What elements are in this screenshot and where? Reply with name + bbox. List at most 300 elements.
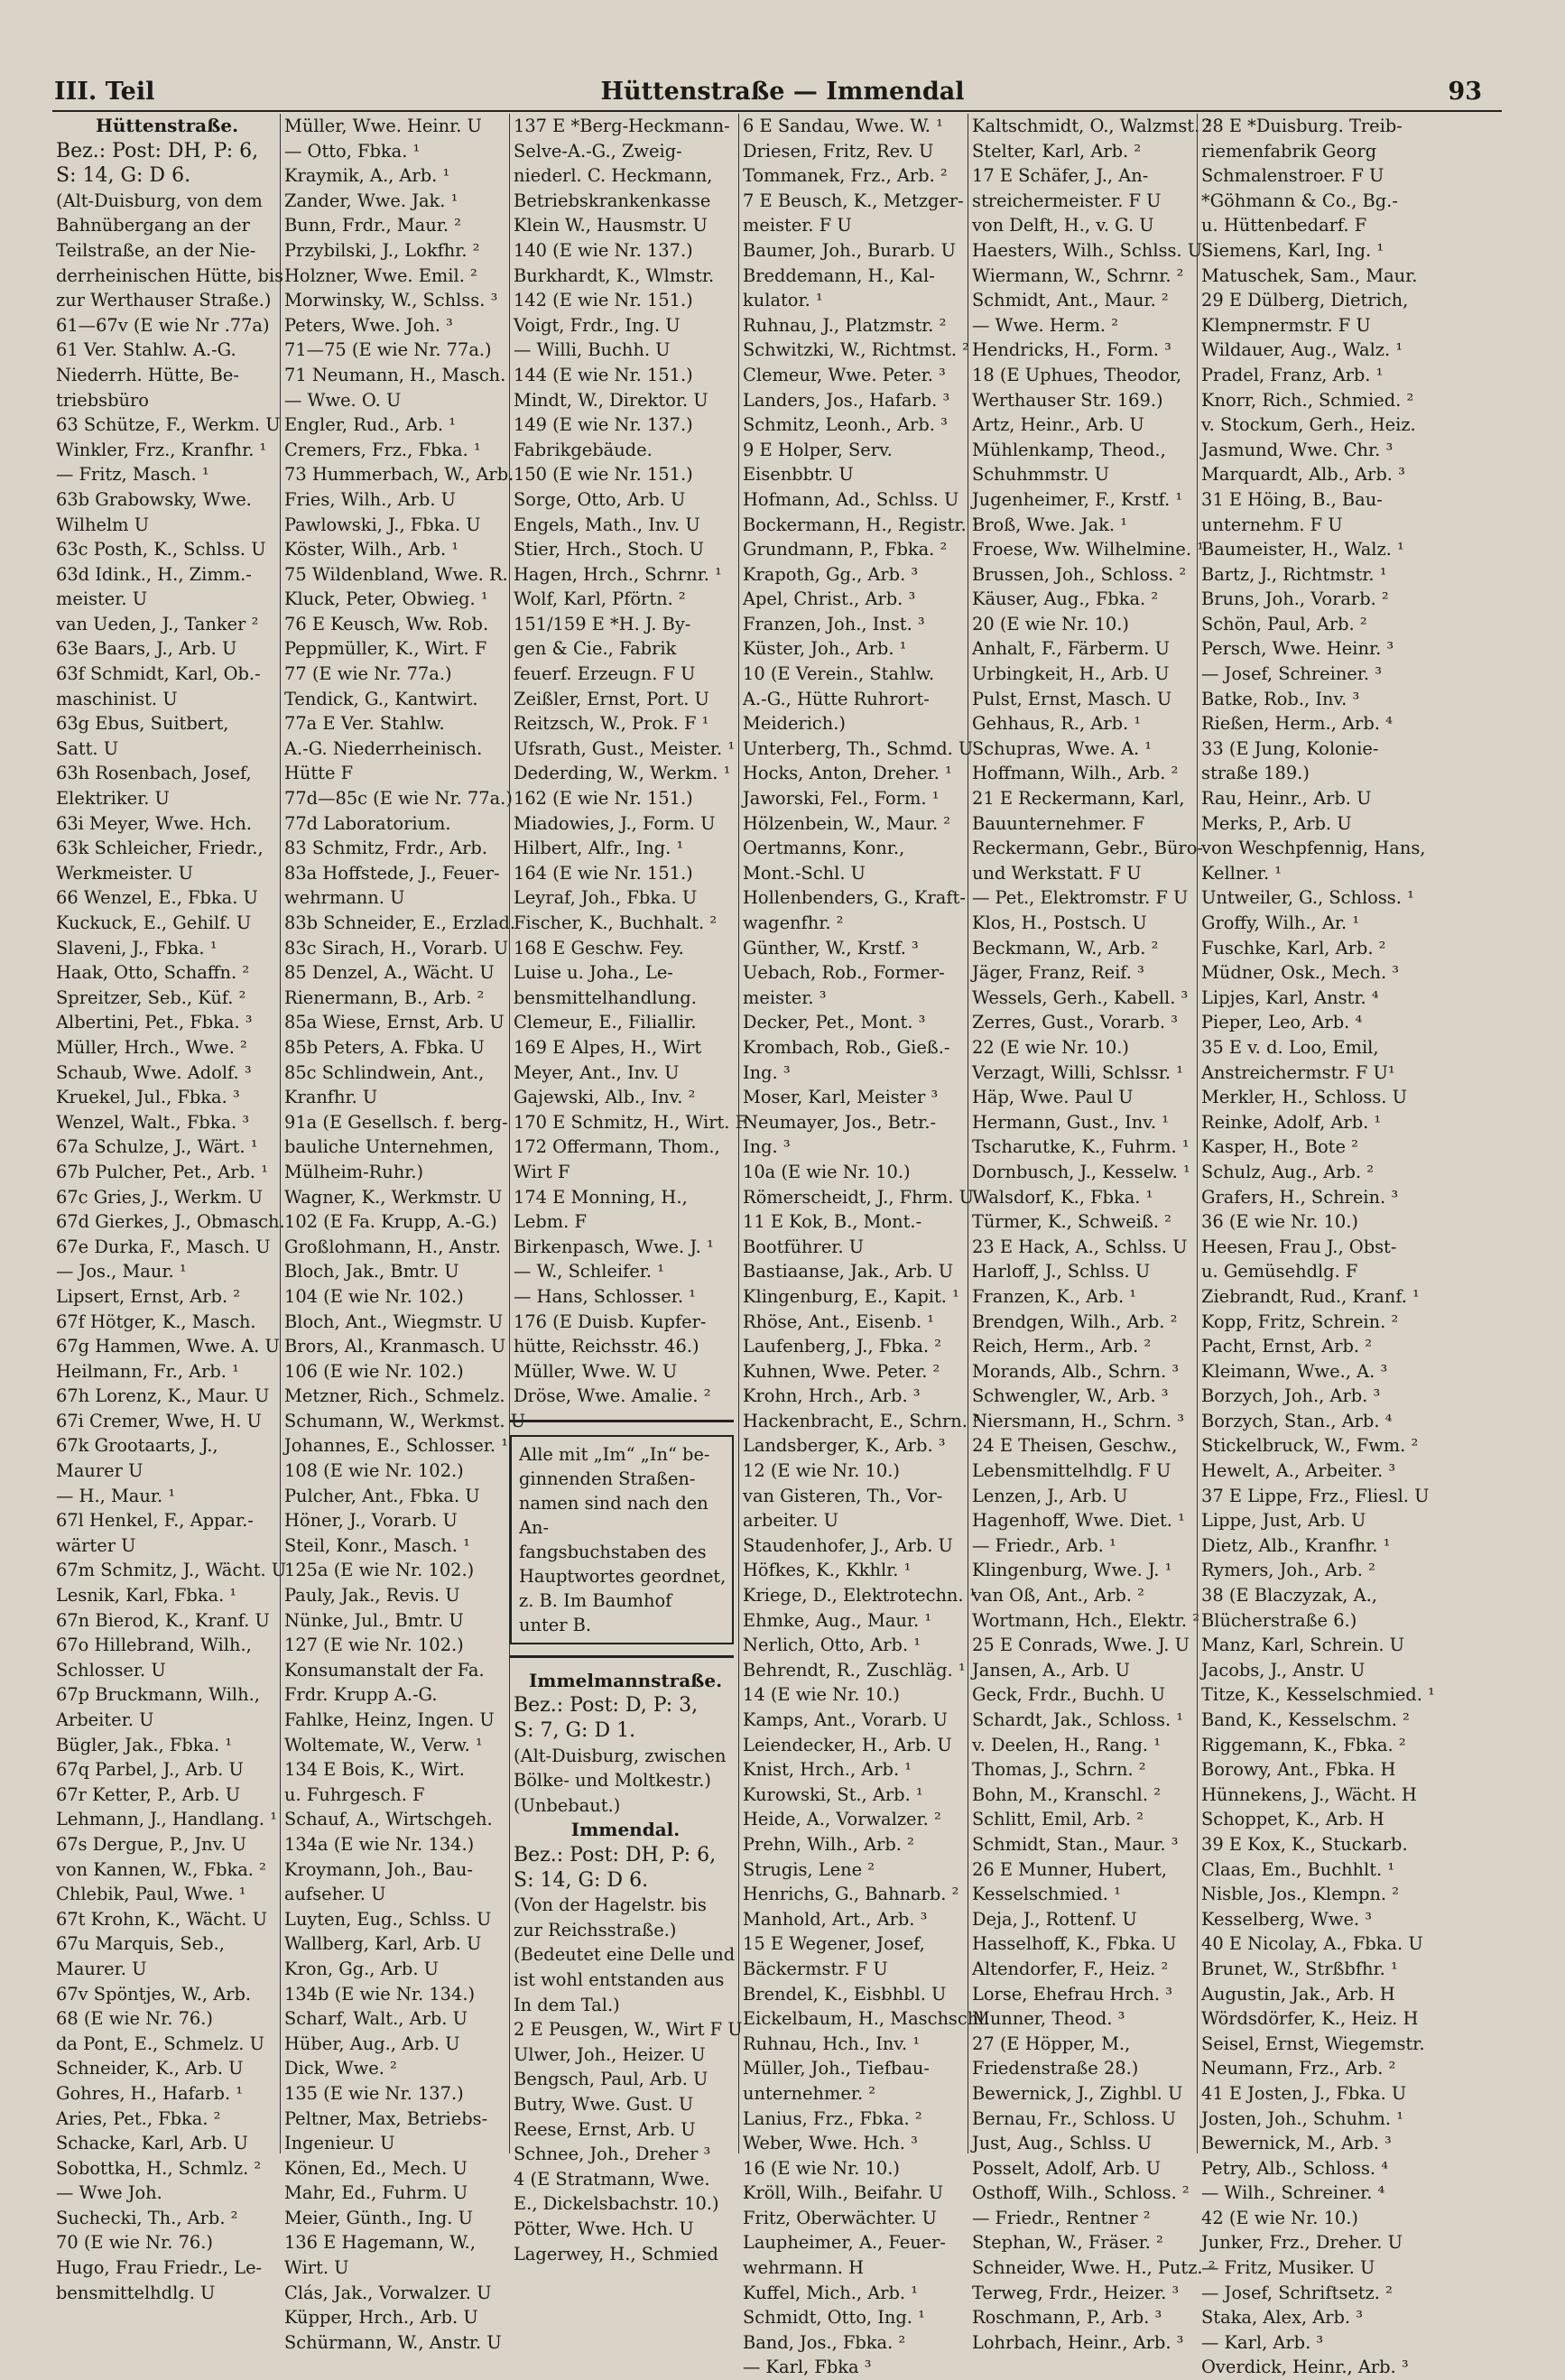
directory-entry: Gehhaus, R., Arb. ¹ <box>972 713 1142 735</box>
directory-entry: Riggemann, K., Fbka. ² <box>1201 1734 1406 1755</box>
directory-entry: Merkler, H., Schloss. U <box>1201 1087 1407 1108</box>
directory-entry: Roschmann, P., Arb. ³ <box>972 2307 1162 2329</box>
directory-entry: Artz, Heinr., Arb. U <box>972 414 1144 436</box>
directory-entry: Matuschek, Sam., Maur. <box>1201 264 1418 286</box>
directory-entry: Reitzsch, W., Prok. F ¹ <box>514 713 709 735</box>
directory-entry: 27 (E Höpper, M., <box>972 2033 1131 2054</box>
directory-entry: 125a (E wie Nr. 102.) <box>284 1560 475 1581</box>
directory-entry: Hofmann, Ad., Schlss. U <box>743 488 959 510</box>
directory-entry: 7 E Beusch, K., Metzger- <box>743 190 964 211</box>
directory-entry: meister. F U <box>743 215 852 236</box>
directory-entry: Bruns, Joh., Vorarb. ² <box>1201 588 1389 610</box>
directory-entry: 67a Schulze, J., Wärt. ¹ <box>56 1136 258 1158</box>
directory-entry: Heilmann, Fr., Arb. ¹ <box>56 1360 239 1382</box>
directory-entry: Landers, Jos., Hafarb. ³ <box>743 389 950 411</box>
directory-entry: Bauunternehmer. F <box>972 812 1145 834</box>
directory-entry: Hoffmann, Wilh., Arb. ² <box>972 763 1179 784</box>
directory-entry: 134b (E wie Nr. 134.) <box>284 1983 476 2005</box>
directory-entry: Kamps, Ant., Vorarb. U <box>743 1709 948 1730</box>
directory-entry: 67l Henkel, F., Appar.- <box>56 1510 254 1532</box>
directory-entry: Ziebrandt, Rud., Kranf. ¹ <box>1201 1285 1420 1307</box>
directory-entry: Nünke, Jul., Bmtr. U <box>284 1609 464 1631</box>
directory-entry: 10a (E wie Nr. 10.) <box>743 1161 911 1182</box>
directory-entry: Lehmann, J., Handlang. ¹ <box>56 1809 277 1830</box>
directory-entry: Weber, Wwe. Hch. ³ <box>743 2133 918 2154</box>
directory-entry: Stelter, Karl, Arb. ² <box>972 140 1142 162</box>
directory-entry: Neumayer, Jos., Betr.- <box>743 1111 937 1133</box>
directory-entry: 2 E Peusgen, W., Wirt F U <box>514 2019 743 2041</box>
column-6 <box>1197 114 1435 2378</box>
directory-entry: Lippe, Just, Arb. U <box>1201 1510 1366 1532</box>
directory-entry: Bohn, M., Kranschl. ² <box>972 1783 1161 1805</box>
directory-entry: Höfkes, K., Kkhlr. ¹ <box>743 1560 912 1581</box>
directory-entry: Pradel, Franz, Arb. ¹ <box>1201 364 1384 385</box>
directory-entry: 20 (E wie Nr. 10.) <box>972 613 1129 634</box>
directory-entry: E., Dickelsbachstr. 10.) <box>514 2193 719 2215</box>
column-1 <box>52 114 287 2303</box>
directory-entry: 85b Peters, A. Fbka. U <box>284 1036 485 1058</box>
directory-entry: Schürmann, W., Anstr. U <box>284 2331 502 2353</box>
directory-entry: zur Reichsstraße.) <box>514 1919 677 1940</box>
directory-entry: 67e Durka, F., Masch. U <box>56 1236 271 1257</box>
directory-entry: Wolf, Karl, Pförtn. ² <box>514 588 686 610</box>
directory-entry: 169 E Alpes, H., Wirt <box>514 1036 702 1058</box>
directory-entry: Gajewski, Alb., Inv. ² <box>514 1087 696 1108</box>
directory-entry: Miadowies, J., Form. U <box>514 812 716 834</box>
directory-entry: von Weschpfennig, Hans, <box>1201 838 1426 859</box>
directory-entry: Aries, Pet., Fbka. ² <box>56 2107 221 2129</box>
directory-entry: Siemens, Karl, Ing. ¹ <box>1201 239 1384 261</box>
directory-entry: Krapoth, Gg., Arb. ³ <box>743 563 919 585</box>
directory-entry: 70 (E wie Nr. 76.) <box>56 2232 213 2254</box>
directory-entry: 61—67v (E wie Nr .77a) <box>56 314 270 336</box>
directory-entry: Sobottka, H., Schmlz. ² <box>56 2157 262 2179</box>
directory-entry: Arbeiter. U <box>56 1709 154 1730</box>
directory-entry: 164 (E wie Nr. 151.) <box>514 862 693 884</box>
directory-entry: Kuhnen, Wwe. Peter. ² <box>743 1360 940 1382</box>
directory-entry: 29 E Dülberg, Dietrich, <box>1201 290 1409 311</box>
directory-entry: maschinist. U <box>56 688 178 709</box>
directory-entry: wehrmann. H <box>743 2257 864 2279</box>
directory-entry: 174 E Monning, H., <box>514 1186 688 1208</box>
directory-entry: 135 (E wie Nr. 137.) <box>284 2082 464 2104</box>
directory-entry: Mindt, W., Direktor. U <box>514 389 708 411</box>
directory-entry: Betriebskrankenkasse <box>514 190 711 211</box>
directory-entry: Jugenheimer, F., Krstf. ¹ <box>972 488 1183 510</box>
directory-entry: 38 (E Blaczyzak, A., <box>1201 1585 1377 1607</box>
directory-entry: Kranfhr. U <box>284 1087 378 1108</box>
directory-entry: Schwitzki, W., Richtmst. ² <box>743 339 969 361</box>
directory-entry: 67o Hillebrand, Wilh., <box>56 1635 252 1656</box>
directory-entry: Dick, Wwe. ² <box>284 2058 397 2079</box>
directory-entry: — Wwe. Herm. ² <box>972 314 1119 336</box>
directory-entry: Lesnik, Karl, Fbka. ¹ <box>56 1585 237 1607</box>
directory-entry: Krohn, Hrch., Arb. ³ <box>743 1385 921 1407</box>
column-3 <box>509 114 748 2264</box>
directory-entry: 67p Bruckmann, Wilh., <box>56 1684 260 1706</box>
directory-entry: Clás, Jak., Vorwalzer. U <box>284 2282 492 2303</box>
directory-entry: Claas, Em., Buchhlt. ¹ <box>1201 1858 1395 1880</box>
directory-entry: Schlosser. U <box>56 1659 166 1681</box>
directory-entry: 106 (E wie Nr. 102.) <box>284 1360 464 1382</box>
directory-entry: Wenzel, Walt., Fbka. ³ <box>56 1111 250 1133</box>
directory-entry: wehrmann. U <box>284 887 405 909</box>
directory-entry: Behrendt, R., Zuschläg. ¹ <box>743 1659 966 1681</box>
directory-entry: Kuckuck, E., Gehilf. U <box>56 912 252 933</box>
directory-entry: 140 (E wie Nr. 137.) <box>514 239 693 261</box>
directory-entry: 150 (E wie Nr. 151.) <box>514 464 693 486</box>
directory-entry: Morands, Alb., Schrn. ³ <box>972 1360 1180 1382</box>
directory-entry: 63c Posth, K., Schlss. U <box>56 539 266 560</box>
directory-entry: Laufenberg, J., Fbka. ² <box>743 1336 941 1357</box>
directory-entry: Voigt, Frdr., Ing. U <box>514 314 681 336</box>
directory-entry: Altendorfer, F., Heiz. ² <box>972 1958 1169 1979</box>
directory-entry: 67q Parbel, J., Arb. U <box>56 1759 244 1781</box>
directory-entry: Kluck, Peter, Obwieg. ¹ <box>284 588 488 610</box>
directory-entry: Müller, Joh., Tiefbau- <box>743 2058 930 2079</box>
directory-entry: Band, K., Kesselschm. ² <box>1201 1709 1410 1730</box>
directory-entry: 170 E Schmitz, H., Wirt. F <box>514 1111 748 1133</box>
directory-entry: — Pet., Elektromstr. F U <box>972 887 1189 909</box>
directory-entry: 67u Marquis, Seb., <box>56 1933 225 1955</box>
directory-entry: 6 E Sandau, Wwe. W. ¹ <box>743 116 943 136</box>
directory-entry: Bunn, Frdr., Maur. ² <box>284 215 461 236</box>
directory-entry: Schumann, W., Werkmst. U <box>284 1410 526 1431</box>
note-line: fangsbuchstaben des <box>519 1541 707 1562</box>
directory-entry: Winkler, Frz., Kranfhr. ¹ <box>56 439 267 460</box>
directory-entry: meister. U <box>56 588 148 610</box>
directory-entry: Marquardt, Alb., Arb. ³ <box>1201 464 1405 486</box>
directory-entry: Bloch, Ant., Wiegmstr. U <box>284 1310 504 1332</box>
directory-entry: — Fritz, Musiker. U <box>1201 2257 1375 2279</box>
directory-entry: 17 E Schäfer, J., An- <box>972 165 1149 187</box>
directory-entry: Lagerwey, H., Schmied <box>514 2243 718 2264</box>
directory-entry: Knorr, Rich., Schmied. ² <box>1201 389 1414 411</box>
directory-entry: unternehmer. ² <box>743 2082 876 2104</box>
directory-entry: 11 E Kok, B., Mont.- <box>743 1211 922 1233</box>
directory-entry: Anhalt, F., Färberm. U <box>972 638 1170 660</box>
directory-entry: Osthoff, Wilh., Schloss. ² <box>972 2182 1190 2204</box>
directory-entry: zur Werthauser Straße.) <box>56 290 272 311</box>
directory-entry: 31 E Höing, B., Bau- <box>1201 488 1383 510</box>
directory-entry: 67f Hötger, K., Masch. <box>56 1310 256 1332</box>
directory-entry: Klempnermstr. F U <box>1201 314 1371 336</box>
directory-entry: Ingenieur. U <box>284 2133 395 2154</box>
directory-entry: Brussen, Joh., Schloss. ² <box>972 563 1187 585</box>
directory-entry: Ing. ³ <box>743 1061 791 1083</box>
directory-entry: A.-G., Hütte Ruhrort- <box>743 688 930 709</box>
directory-entry: Wessels, Gerh., Kabell. ³ <box>972 986 1189 1008</box>
column-5 <box>968 114 1216 2353</box>
directory-entry: derrheinischen Hütte, bis <box>56 264 284 286</box>
directory-entry: Konsumanstalt der Fa. <box>284 1659 485 1681</box>
directory-entry: meister. ³ <box>743 986 827 1008</box>
district-info: S: 14, G: D 6. <box>514 1868 649 1892</box>
directory-entry: 37 E Lippe, Frz., Fliesl. U <box>1201 1485 1430 1506</box>
directory-entry: Hünnekens, J., Wächt. H <box>1201 1783 1417 1805</box>
district-info: S: 7, G: D 1. <box>514 1719 636 1743</box>
directory-entry: Kleimann, Wwe., A. ³ <box>1201 1360 1388 1382</box>
directory-entry: Posselt, Adolf, Arb. U <box>972 2157 1162 2179</box>
directory-entry: Chlebik, Paul, Wwe. ¹ <box>56 1884 246 1905</box>
directory-entry: In dem Tal.) <box>514 1994 620 2015</box>
directory-entry: Decker, Pet., Mont. ³ <box>743 1012 926 1033</box>
directory-entry: 168 E Geschw. Fey. <box>514 937 684 958</box>
directory-entry: Ehmke, Aug., Maur. ¹ <box>743 1609 932 1631</box>
directory-entry: 104 (E wie Nr. 102.) <box>284 1285 464 1307</box>
directory-entry: Birkenpasch, Wwe. J. ¹ <box>514 1236 714 1257</box>
directory-entry: Walsdorf, K., Fbka. ¹ <box>972 1186 1153 1208</box>
directory-entry: Fries, Wilh., Arb. U <box>284 488 457 510</box>
directory-entry: Hocks, Anton, Dreher. ¹ <box>743 763 952 784</box>
directory-entry: Scharf, Walt., Arb. U <box>284 2008 468 2030</box>
directory-entry: 75 Wildenbland, Wwe. R. <box>284 563 508 585</box>
directory-entry: Wallberg, Karl, Arb. U <box>284 1933 482 1955</box>
directory-entry: Rhöse, Ant., Eisenb. ¹ <box>743 1310 935 1332</box>
directory-entry: Pulst, Ernst, Masch. U <box>972 688 1172 709</box>
page-number: 93 <box>1448 78 1482 106</box>
directory-entry: Overdick, Heinr., Arb. ³ <box>1201 2357 1409 2378</box>
directory-entry: — Josef, Schreiner. ³ <box>1201 663 1383 685</box>
directory-entry: Fahlke, Heinz, Ingen. U <box>284 1709 495 1730</box>
directory-entry: unternehm. F U <box>1201 514 1343 535</box>
directory-entry: 15 E Wegener, Josef, <box>743 1933 925 1955</box>
directory-entry: Heesen, Frau J., Obst- <box>1201 1236 1397 1257</box>
directory-entry: 83b Schneider, E., Erzlad. <box>284 912 516 933</box>
directory-entry: — Wilh., Schreiner. ⁴ <box>1201 2182 1385 2204</box>
directory-entry: Ing. ³ <box>743 1136 791 1158</box>
directory-entry: 35 E v. d. Loo, Emil, <box>1201 1036 1379 1058</box>
directory-entry: (Alt-Duisburg, von dem <box>56 190 263 211</box>
directory-entry: Holzner, Wwe. Emil. ² <box>284 264 477 286</box>
directory-entry: Schauf, A., Wirtschgeh. <box>284 1809 493 1830</box>
directory-entry: Müller, Hrch., Wwe. ² <box>56 1036 247 1058</box>
directory-entry: Bootführer. U <box>743 1236 865 1257</box>
directory-entry: Manz, Karl, Schrein. U <box>1201 1635 1405 1656</box>
directory-entry: Hüber, Aug., Arb. U <box>284 2033 460 2054</box>
note-line: Hauptwortes geordnet, <box>519 1565 727 1587</box>
directory-entry: Burkhardt, K., Wlmstr. <box>514 264 715 286</box>
directory-entry: Kraymik, A., Arb. ¹ <box>284 165 450 187</box>
directory-entry: Maurer U <box>56 1460 144 1482</box>
directory-entry: Mülheim-Ruhr.) <box>284 1161 424 1182</box>
directory-entry: bensmittelhandlung. <box>514 986 697 1008</box>
directory-entry: Küpper, Hrch., Arb. U <box>284 2307 478 2329</box>
directory-entry: Terweg, Frdr., Heizer. ³ <box>972 2282 1180 2303</box>
directory-entry: Luyten, Eug., Schlss. U <box>284 1908 492 1930</box>
directory-entry: Kaltschmidt, O., Walzmst. ² <box>972 116 1213 136</box>
directory-entry: hütte, Reichsstr. 46.) <box>514 1336 699 1357</box>
directory-entry: Bahnübergang an der <box>56 215 250 236</box>
directory-entry: Przybilski, J., Lokfhr. ² <box>284 239 480 261</box>
directory-entry: Leyraf, Joh., Fbka. U <box>514 887 698 909</box>
directory-entry: Schupras, Wwe. A. ¹ <box>972 737 1153 759</box>
directory-entry: 33 (E Jung, Kolonie- <box>1201 737 1379 759</box>
directory-entry: Hermann, Gust., Inv. ¹ <box>972 1111 1170 1133</box>
directory-entry: Hütte F <box>284 763 354 784</box>
directory-entry: Meiderich.) <box>743 713 846 735</box>
directory-entry: Schnee, Joh., Dreher ³ <box>514 2144 711 2165</box>
directory-entry: (Von der Hagelstr. bis <box>514 1894 707 1916</box>
directory-entry: Dröse, Wwe. Amalie. ² <box>514 1385 711 1407</box>
directory-entry: Johannes, E., Schlosser. ¹ <box>284 1435 508 1457</box>
directory-entry: Baumer, Joh., Burarb. U <box>743 239 956 261</box>
directory-entry: Grundmann, P., Fbka. ² <box>743 539 948 560</box>
directory-entry: Neumann, Frz., Arb. ² <box>1201 2058 1396 2079</box>
directory-entry: Hilbert, Alfr., Ing. ¹ <box>514 838 684 859</box>
directory-entry: Ruhnau, J., Platzmstr. ² <box>743 314 947 336</box>
directory-entry: Wördsdörfer, K., Heiz. H <box>1201 2008 1419 2030</box>
directory-entry: 42 (E wie Nr. 10.) <box>1201 2207 1358 2228</box>
directory-entry: Pacht, Ernst, Arb. ² <box>1201 1336 1372 1357</box>
directory-entry: Band, Jos., Fbka. ² <box>743 2331 906 2353</box>
directory-entry: Borzych, Stan., Arb. ⁴ <box>1201 1410 1393 1431</box>
directory-entry: Strugis, Lene ² <box>743 1858 875 1880</box>
directory-entry: — Jos., Maur. ¹ <box>56 1261 187 1283</box>
directory-entry: 12 (E wie Nr. 10.) <box>743 1460 900 1482</box>
directory-entry: Lebensmittelhdlg. F U <box>972 1460 1171 1482</box>
directory-entry: Wagner, K., Werkmstr. U <box>284 1186 503 1208</box>
directory-entry: Borowy, Ant., Fbka. H <box>1201 1759 1396 1781</box>
directory-entry: Oertmanns, Konr., <box>743 838 905 859</box>
directory-entry: Zeißler, Ernst, Port. U <box>514 688 709 709</box>
directory-entry: 176 (E Duisb. Kupfer- <box>514 1310 707 1332</box>
directory-entry: Meyer, Ant., Inv. U <box>514 1061 680 1083</box>
directory-entry: 26 E Munner, Hubert, <box>972 1858 1167 1880</box>
directory-entry: Beckmann, W., Arb. ² <box>972 937 1159 958</box>
directory-entry: Zander, Wwe. Jak. ¹ <box>284 190 458 211</box>
directory-entry: 142 (E wie Nr. 151.) <box>514 290 693 311</box>
directory-entry: Krombach, Rob., Gieß.- <box>743 1036 950 1058</box>
directory-entry: Tscharutke, K., Fuhrm. ¹ <box>972 1136 1190 1158</box>
directory-entry: Bartz, J., Richtmstr. ¹ <box>1201 563 1387 585</box>
directory-entry: 67r Ketter, P., Arb. U <box>56 1783 241 1805</box>
directory-entry: 63b Grabowsky, Wwe. <box>56 488 252 510</box>
directory-entry: Klingenburg, Wwe. J. ¹ <box>972 1560 1172 1581</box>
directory-entry: Pulcher, Ant., Fbka. U <box>284 1485 480 1506</box>
directory-entry: Staudenhofer, J., Arb. U <box>743 1534 953 1556</box>
directory-entry: und Werkstatt. F U <box>972 862 1142 884</box>
note-line: namen sind nach den An- <box>519 1492 708 1538</box>
directory-entry: Petry, Alb., Schloss. ⁴ <box>1201 2157 1389 2179</box>
directory-entry: Wildauer, Aug., Walz. ¹ <box>1201 339 1403 361</box>
directory-entry: Kuffel, Mich., Arb. ¹ <box>743 2282 919 2303</box>
directory-entry: 41 E Josten, J., Fbka. U <box>1201 2082 1407 2104</box>
directory-entry: 144 (E wie Nr. 151.) <box>514 364 693 385</box>
directory-entry: Bäckermstr. F U <box>743 1958 888 1979</box>
directory-entry: Thomas, J., Schrn. ² <box>972 1759 1146 1781</box>
directory-entry: u. Hüttenbedarf. F <box>1201 215 1367 236</box>
directory-entry: Brendel, K., Eisbhbl. U <box>743 1983 947 2005</box>
directory-entry: Breddemann, H., Kal- <box>743 264 935 286</box>
directory-entry: Selve-A.-G., Zweig- <box>514 140 682 162</box>
directory-entry: 9 E Holper, Serv. <box>743 439 893 460</box>
directory-entry: Landsberger, K., Arb. ³ <box>743 1435 946 1457</box>
directory-entry: Großlohmann, H., Anstr. <box>284 1236 501 1257</box>
directory-entry: u. Fuhrgesch. F <box>284 1783 425 1805</box>
directory-entry: Küster, Joh., Arb. ¹ <box>743 638 907 660</box>
directory-entry: Driesen, Fritz, Rev. U <box>743 140 934 162</box>
street-heading: Immelmannstraße. <box>528 1669 723 1691</box>
directory-entry: 162 (E wie Nr. 151.) <box>514 788 693 810</box>
directory-entry: Merks, P., Arb. U <box>1201 812 1352 834</box>
directory-entry: Woltemate, W., Verw. ¹ <box>284 1734 483 1755</box>
directory-entry: Wirt F <box>514 1161 570 1182</box>
directory-entry: niederl. C. Heckmann, <box>514 165 713 187</box>
directory-entry: Jaworski, Fel., Form. ¹ <box>743 788 940 810</box>
directory-entry: Fuschke, Karl, Arb. ² <box>1201 937 1386 958</box>
directory-entry: Blücherstraße 6.) <box>1201 1609 1357 1631</box>
directory-entry: 83c Sirach, H., Vorarb. U <box>284 937 509 958</box>
directory-entry: Lipjes, Karl, Anstr. ⁴ <box>1201 986 1379 1008</box>
directory-entry: Müdner, Osk., Mech. ³ <box>1201 962 1400 984</box>
directory-entry: Junker, Frz., Dreher. U <box>1201 2232 1403 2254</box>
directory-entry: Rießen, Herm., Arb. ⁴ <box>1201 713 1393 735</box>
directory-entry: Kriege, D., Elektrotechn. ¹ <box>743 1585 977 1607</box>
directory-entry: bauliche Unternehmen, <box>284 1136 495 1158</box>
street-heading: Immendal. <box>570 1819 681 1841</box>
directory-entry: 91a (E Gesellsch. f. berg- <box>284 1111 508 1133</box>
directory-entry: Ruhnau, Hch., Inv. ¹ <box>743 2033 921 2054</box>
directory-entry: Rienermann, B., Arb. ² <box>284 986 485 1008</box>
directory-entry: Engels, Math., Inv. U <box>514 514 700 535</box>
directory-entry: Lohrbach, Heinr., Arb. ³ <box>972 2331 1184 2353</box>
directory-entry: — Willi, Buchh. U <box>514 339 671 361</box>
directory-entry: Engler, Rud., Arb. ¹ <box>284 414 456 436</box>
directory-entry: Brendgen, Wilh., Arb. ² <box>972 1310 1178 1332</box>
directory-entry: Lorse, Ehefrau Hrch. ³ <box>972 1983 1172 2005</box>
directory-entry: Schulz, Aug., Arb. ² <box>1201 1161 1375 1182</box>
directory-entry: von Kannen, W., Fbka. ² <box>56 1858 266 1880</box>
directory-entry: Rymers, Joh., Arb. ² <box>1201 1560 1375 1581</box>
directory-entry: Titze, K., Kesselschmied. ¹ <box>1201 1684 1435 1706</box>
directory-entry: Peppmüller, K., Wirt. F <box>284 638 487 660</box>
directory-entry: feuerf. Erzeugn. F U <box>514 663 696 685</box>
directory-entry: Knist, Hrch., Arb. ¹ <box>743 1759 912 1781</box>
directory-entry: A.-G. Niederrheinisch. <box>284 737 483 759</box>
directory-entry: Geck, Frdr., Buchh. U <box>972 1684 1165 1706</box>
directory-entry: Henrichs, G., Bahnarb. ² <box>743 1884 959 1905</box>
directory-entry: Staka, Alex, Arb. ³ <box>1201 2307 1364 2329</box>
directory-entry: Kurowski, St., Arb. ¹ <box>743 1783 923 1805</box>
directory-entry: Groffy, Wilh., Ar. ¹ <box>1201 912 1360 933</box>
directory-entry: Jasmund, Wwe. Chr. ³ <box>1201 439 1394 460</box>
directory-entry: Fischer, K., Buchhalt. ² <box>514 912 718 933</box>
directory-entry: Borzych, Joh., Arb. ³ <box>1201 1385 1381 1407</box>
directory-entry: Jansen, A., Arb. U <box>972 1659 1130 1681</box>
directory-entry: 77a E Ver. Stahlw. <box>284 713 445 735</box>
directory-entry: 63f Schmidt, Karl, Ob.- <box>56 663 261 685</box>
directory-entry: 67b Pulcher, Pet., Arb. ¹ <box>56 1161 268 1182</box>
directory-entry: Schoppet, K., Arb. H <box>1201 1809 1384 1830</box>
directory-entry: Josten, Joh., Schuhm. ¹ <box>1201 2107 1404 2129</box>
directory-entry: arbeiter. U <box>743 1510 838 1532</box>
note-line: ginnenden Straßen- <box>519 1468 696 1489</box>
district-info: Bez.: Post: DH, P: 6, <box>514 1844 717 1867</box>
column-4 <box>738 114 990 2378</box>
directory-entry: Nerlich, Otto, Arb. ¹ <box>743 1635 921 1656</box>
directory-entry: Butry, Wwe. Gust. U <box>514 2093 694 2115</box>
directory-entry: 25 E Conrads, Wwe. J. U <box>972 1635 1190 1656</box>
directory-entry: Kellner. ¹ <box>1201 862 1283 884</box>
directory-entry: 63e Baars, J., Arb. U <box>56 638 237 660</box>
directory-entry: 66 Wenzel, E., Fbka. U <box>56 887 258 909</box>
directory-entry: Anstreichermstr. F U¹ <box>1201 1061 1395 1083</box>
directory-entry: 83 Schmitz, Frdr., Arb. <box>284 838 488 859</box>
directory-entry: Wiermann, W., Schrnr. ² <box>972 264 1184 286</box>
directory-entry: 39 E Kox, K., Stuckarb. <box>1201 1833 1408 1855</box>
directory-entry: 24 E Theisen, Geschw., <box>972 1435 1178 1457</box>
